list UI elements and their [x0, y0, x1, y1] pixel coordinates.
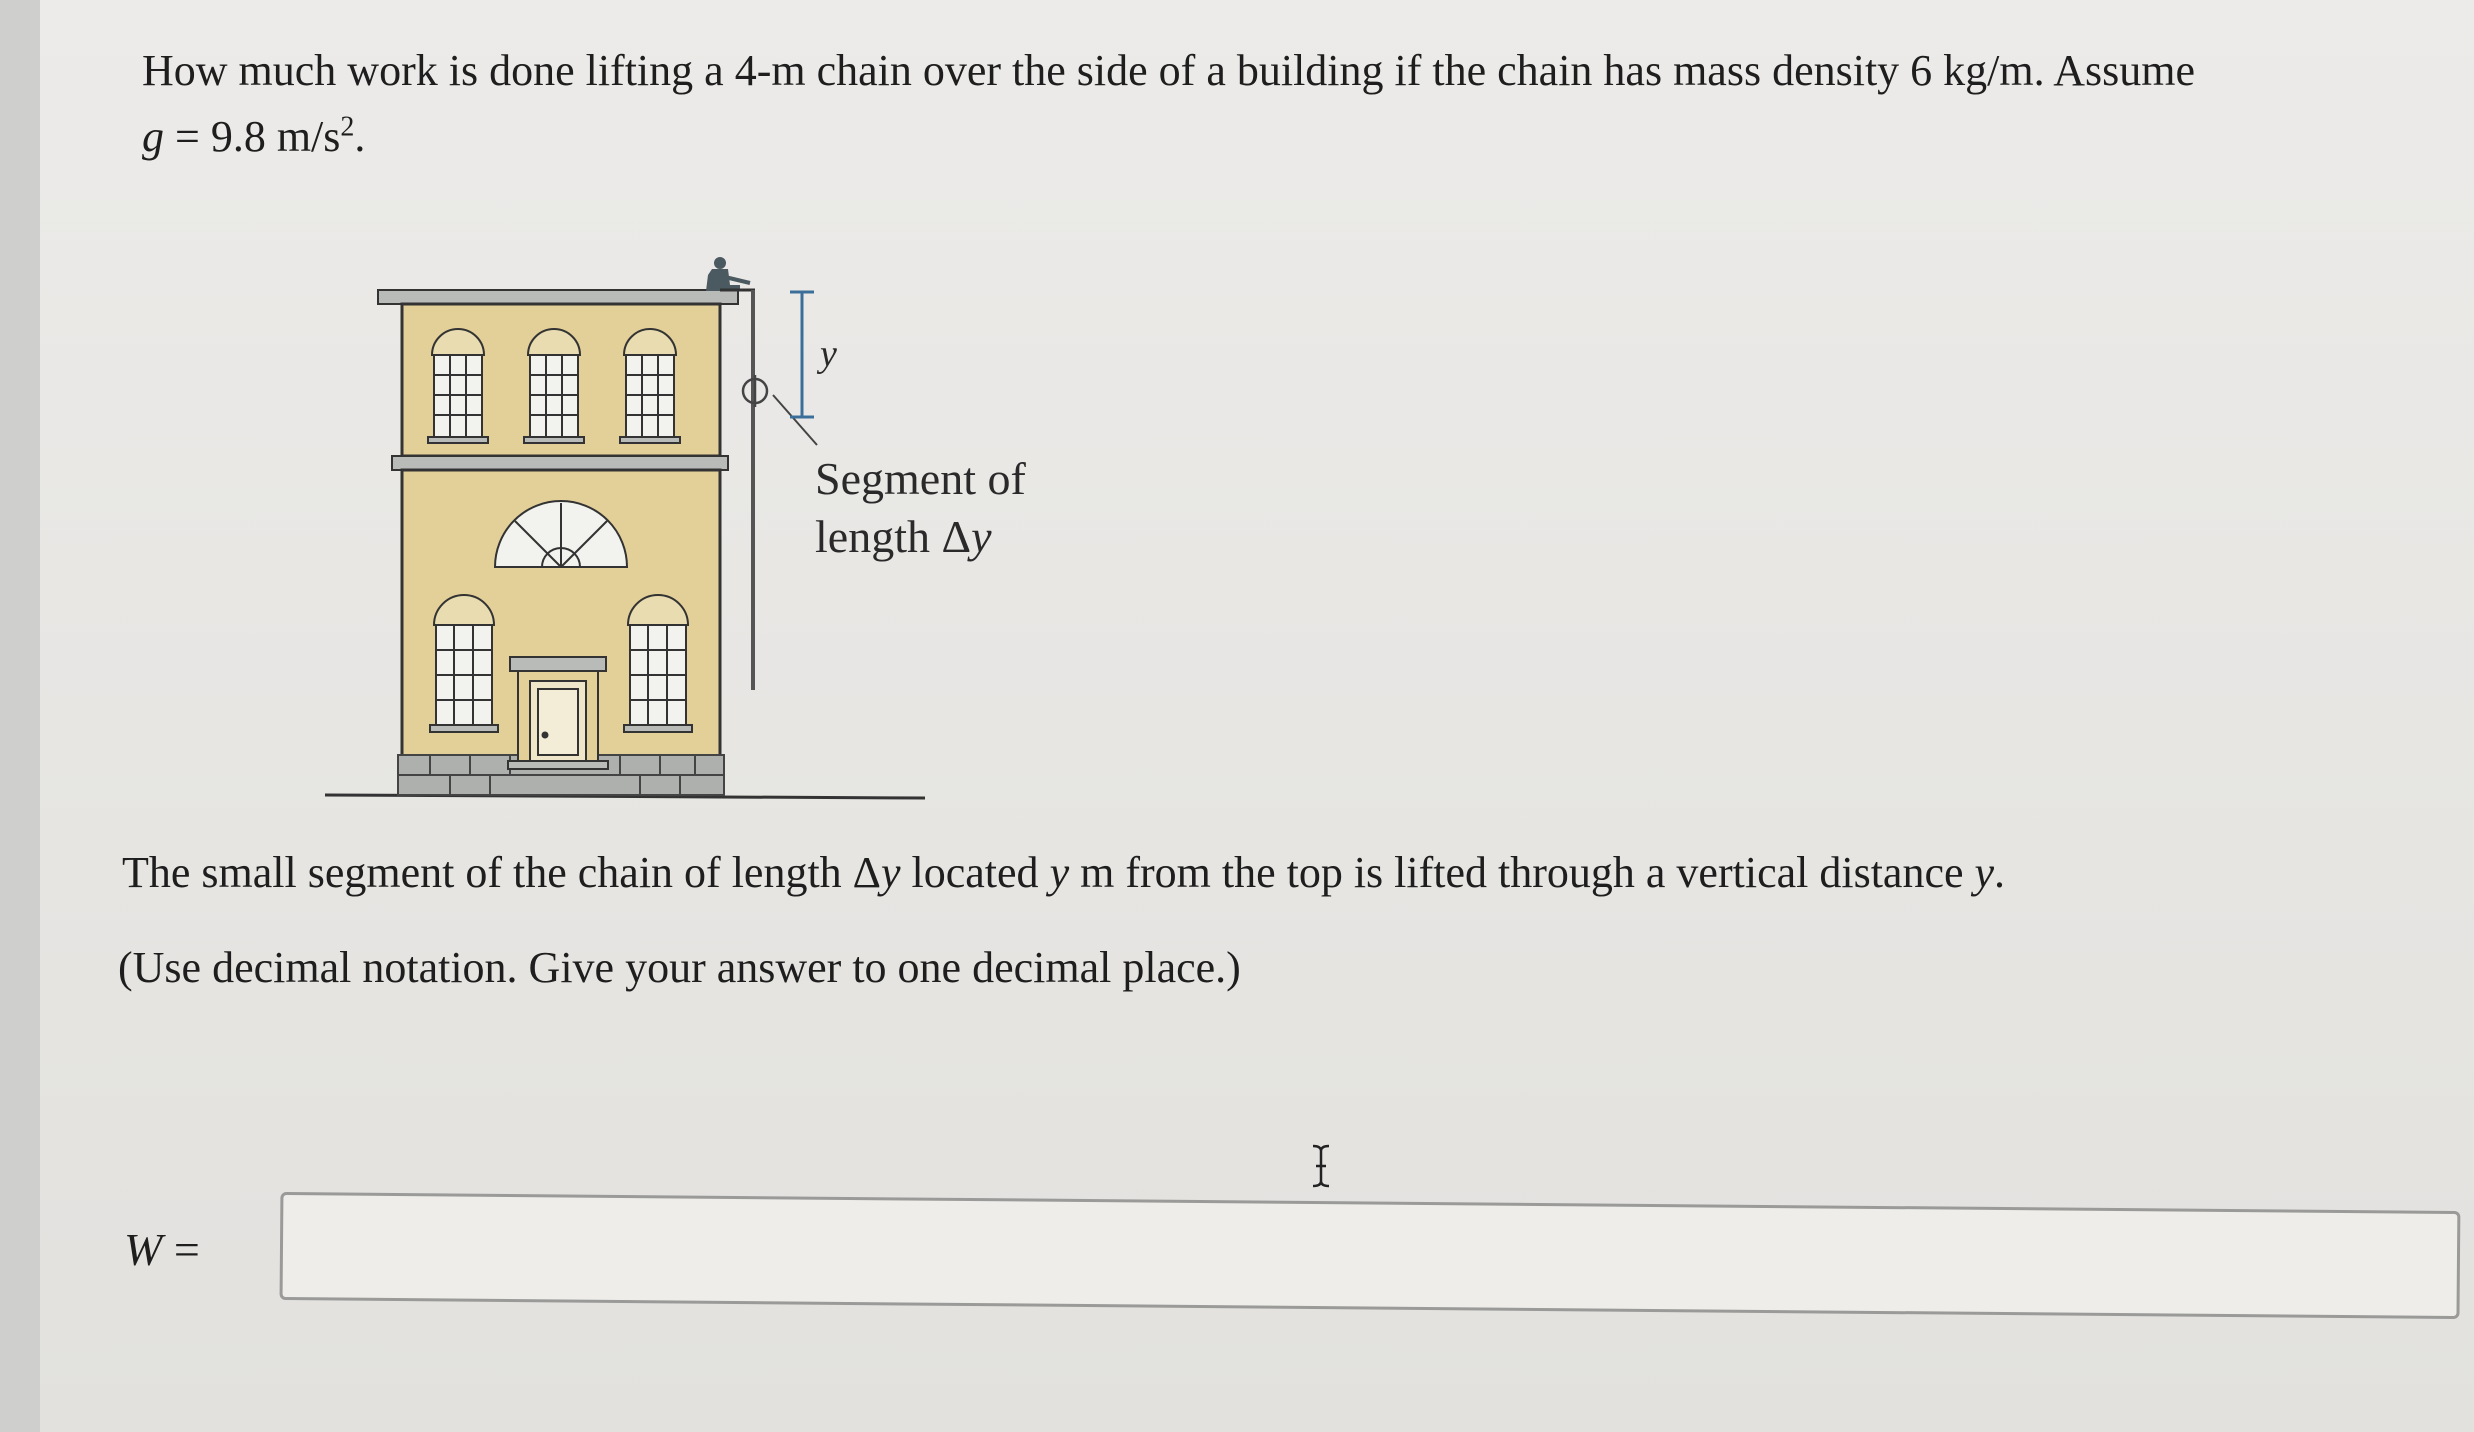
- explanation-part3: m from the top is lifted through a vertical distance: [1069, 848, 1975, 897]
- text-cursor-icon: [1310, 1143, 1332, 1189]
- explanation-var3: y: [1974, 848, 1995, 897]
- segment-label: [815, 450, 1026, 566]
- answer-variable: W: [124, 1224, 163, 1275]
- explanation-part2: located: [900, 848, 1050, 897]
- answer-input[interactable]: [280, 1192, 2461, 1319]
- explanation: [122, 840, 2005, 906]
- worker-figure: [706, 257, 750, 291]
- problem-line-1: How much work is done lifting a 4-m chain over the side of a building if the chain has mass density 6 kg/m. Assume: [142, 46, 2195, 95]
- gravity-period: .: [354, 112, 366, 161]
- y-dimension: [790, 292, 814, 417]
- segment-leader-line: [773, 395, 817, 445]
- answer-equals: =: [162, 1224, 200, 1275]
- lower-window-left: [430, 595, 498, 732]
- gravity-variable: g: [142, 112, 164, 161]
- upper-windows: [428, 329, 680, 443]
- cornice: [392, 456, 728, 470]
- building-chain-figure: [320, 245, 1080, 805]
- answer-label: [124, 1220, 200, 1280]
- segment-label-line1: Segment of: [815, 453, 1026, 504]
- roof-slab: [378, 290, 738, 304]
- upper-window-2: [524, 329, 584, 443]
- segment-label-line2: length Δ: [815, 511, 972, 562]
- segment-label-var: y: [971, 511, 992, 562]
- segment-marker: [743, 375, 767, 407]
- explanation-var2: y: [1049, 848, 1070, 897]
- instruction: (Use decimal notation. Give your answer to one decimal place.): [118, 943, 1241, 992]
- y-label: y: [820, 333, 837, 375]
- upper-window-1: [428, 329, 488, 443]
- front-door: [508, 657, 608, 769]
- gravity-exponent: 2: [340, 111, 355, 143]
- problem-statement: [142, 38, 2392, 170]
- explanation-var1: y: [880, 848, 901, 897]
- explanation-part4: .: [1994, 848, 2006, 897]
- explanation-part1: The small segment of the chain of length Δ: [122, 848, 881, 897]
- gravity-equation: = 9.8 m/s: [164, 112, 341, 161]
- lower-window-right: [624, 595, 692, 732]
- upper-window-3: [620, 329, 680, 443]
